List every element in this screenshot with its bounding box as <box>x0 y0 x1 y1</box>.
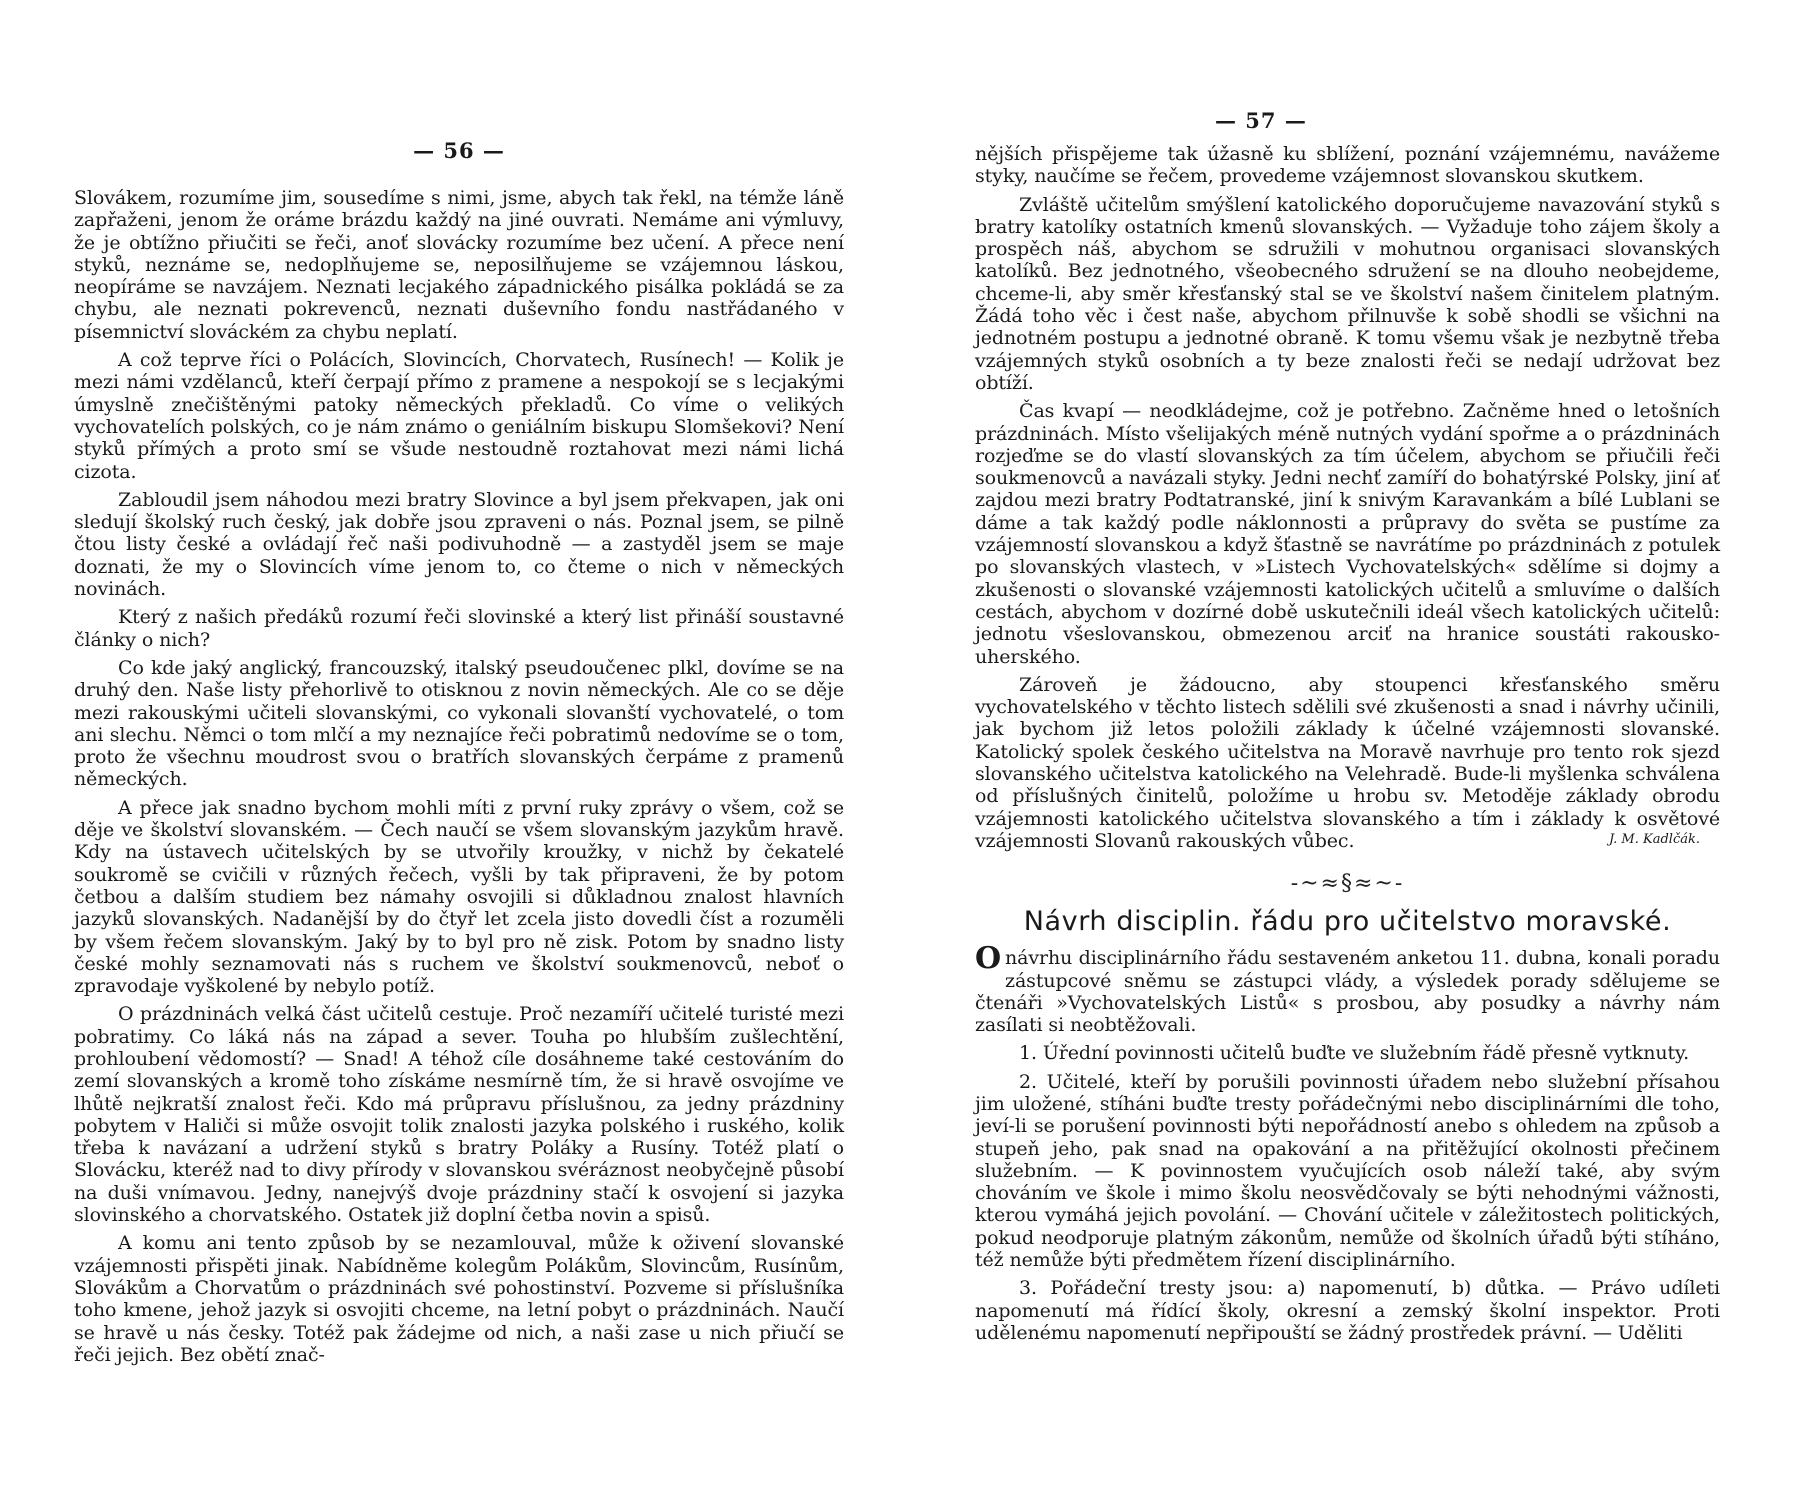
section-paragraph-text: návrhu disciplinárního řádu sestaveném anketou 11. dubna, konali poradu zástupcové sněmu se zástupci vlády, a výsledek porady sdělujeme se čtenáři »Vychovatelských Listů« s prosbou, aby posudky a návrhy nám zasílati si neobtěžovali. <box>975 947 1720 1037</box>
paragraph: Slovákem, rozumíme jim, sousedíme s nimi, jsme, abych tak řekl, na témže láně zapřaženi, jenom že oráme brázdu každý na jiné ouvrati. Nemáme ani výmluvy, že je obtížno přiučiti se řeči, anoť slovácky rozumíme bez učení. A přece není styků, neznáme se, nedoplňujeme se, neposilňujeme se vzájemnou láskou, neopíráme se navzájem. Neznati lecjakého západnického pisálka pokládá se za chybu, ale neznati pokrevenců, neznati duševního fondu nastřádaného v písemnictví slováckém za chybu neplatí. <box>74 187 844 343</box>
author-signature: J. M. Kadlčák. <box>1608 832 1700 848</box>
section-heading: Návrh disciplin. řádu pro učitelstvo moravské. <box>1023 906 1672 938</box>
page-number: — 56 — <box>413 138 505 163</box>
paragraph: Který z našich předáků rozumí řeči slovinské a který list přináší soustavné články o nich? <box>74 606 844 651</box>
dropcap: O <box>975 941 1002 977</box>
section-paragraph: 3. Pořádeční tresty jsou: a) napomenutí, b) důtka. — Právo udíleti napomenutí má řídící školy, okresní a zemský školní inspektor. Proti udělenému napomenutí nepřipouští se žádný prostředek právní. — Uděliti <box>975 1277 1720 1344</box>
right-page <box>975 108 1720 1344</box>
section-paragraph: 1. Úřední povinnosti učitelů buďte ve služebním řádě přesně vytknuty. <box>1019 1042 1690 1065</box>
left-page <box>74 138 844 1366</box>
ornament-divider: -~≈§≈~- <box>1290 871 1405 897</box>
paragraph: Zvláště učitelům smýšlení katolického doporučujeme navazování styků s bratry katolíky ostatních kmenů slovanských. — Vyžaduje toho zájem školy a prospěch náš, abychom se sdružili v mohutnou organisaci slovanských katolíků. Bez jednotného, všeobecného sdružení se na dlouho neobejdeme, chceme-li, aby směr křesťanský stal se ve školství našem činitelem platným. Žádá toho věc i čest naše, abychom přilnuvše k sobě shodli se všichni na jednotném postupu a jednotné obraně. K tomu všemu však je nezbytně třeba vzájemných styků osobních a ty beze znalosti řeči se nedají udržovat bez obtíží. <box>975 193 1720 394</box>
paragraph-continuation: nějších přispějeme tak úžasně ku sblížení, poznání vzájemnému, navážeme styky, naučíme se řečem, provedeme vzájemnost slovanskou skutkem. <box>975 143 1720 188</box>
paragraph: Zabloudil jsem náhodou mezi bratry Slovince a byl jsem překvapen, jak oni sledují školský ruch český, jak dobře jsou zpraveni o nás. Poznal jsem, se pilně čtou listy české a ovládají řeč naši podivuhodně — a zastyděl jsem se maje doznati, že my o Slovincích víme jenom to, co čteme o nich v německých novinách. <box>74 488 844 601</box>
paragraph: Zároveň je žádoucno, aby stoupenci křesťanského směru vychovatelského v těchto listech sdělili své zkušenosti a snad i návrhy učinili, jak bychom již letos položili základy k účelné vzájemnosti slovanské. Katolický spolek českého učitelstva na Moravě navrhuje pro tento rok sjezd slovanského učitelstva katolického na Velehradě. Bude-li myšlenka schválena od příslušných činitelů, položíme u hrobu sv. Metoděje základy obrodu vzájemnosti katolického učitelstva slovanského a tím i základy k osvětové vzájemnosti Slovanů rakouských vůbec. <box>975 673 1720 852</box>
paragraph: Co kde jaký anglický, francouzský, italský pseudoučenec plkl, dovíme se na druhý den. Naše listy přehorlivě to otisknou z novin německých. Ale co se děje mezi rakouskými učiteli slovanskými, co vykonali slovanští vychovatelé, o tom ani slechu. Němci o tom mlčí a my neznajíce řeči pobratimů nedovíme se o tom, proto že všechnu moudrost svou o bratřích slovanských čerpáme z pramenů německých. <box>74 656 844 791</box>
page-number: — 57 — <box>1215 108 1307 133</box>
section-paragraph <box>975 941 1720 1037</box>
paragraph: A přece jak snadno bychom mohli míti z první ruky zprávy o všem, což se děje ve školství slovanském. — Čech naučí se všem slovanským jazykům hravě. Kdy na ústavech učitelských by se utvořily kroužky, v nichž by čekatelé soukromě se cvičili v různých řečech, vyšli by tak připraveni, že by potom četbou a dalším studiem bez námahy osvojili si důkladnou znalost hlavních jazyků slovanských. Nadanější by do čtyř let zcela jisto dovedli číst a rozuměli by všem řečem slovanským. Jaký by to byl pro ně zisk. Potom by snadno listy české mohly seznamovati nás s ruchem ve školství soukmenovců, neboť o zpravodaje vyškolené by nebylo potíž. <box>74 796 844 998</box>
paragraph: Čas kvapí — neodkládejme, což je potřebno. Začněme hned o letošních prázdninách. Místo všelijakých méně nutných vydání spořme a o prázdninách rozjeďme se do vlastí slovanských za tím účelem, abychom se přiučili řeči soukmenovců a navázali styky. Jedni nechť zamíří do bohatýrské Polsky, jiní ať zajdou mezi bratry Podtatranské, jiní k snivým Karavankám a bílé Lublani se dáme a tak každý podle náklonnosti a průpravy do světa se pustíme za vzájemností slovanskou a když šťastně se navrátíme po prázdninách z potulek po slovanských vlastech, v »Listech Vychovatelských« sdělíme si dojmy a zkušenosti o slovanské vzájemnosti katolických učitelů a smluvíme o dalších cestách, abychom v dozírné době uskutečnili ideál všech katolických učitelů: jednotu všeslovanskou, obmezenou arciť na hranice soustáti rakousko-uherského. <box>975 400 1720 668</box>
paragraph: A komu ani tento způsob by se nezamlouval, může k oživení slovanské vzájemnosti přispěti jinak. Nabídněme kolegům Polákům, Slovincům, Rusínům, Slovákům a Chorvatům o prázdninách své pohostinství. Pozveme si příslušníka toho kmene, jehož jazyk si osvojiti chceme, na letní pobyt o prázdninách. Naučí se hravě u nás česky. Totéž pak žádejme od nich, a naši zase u nich přiučí se řeči jejich. Bez obětí znač- <box>74 1232 844 1366</box>
paragraph: A což teprve říci o Polácích, Slovincích, Chorvatech, Rusínech! — Kolik je mezi námi vzdělanců, kteří čerpají přímo z pramene a nespokojí se s lecjakými úmyslně znečištěnými patoky německých překladů. Co víme o velikých vychovatelích polských, co je nám známo o geniálním biskupu Slomšekovi? Není styků přímých a proto smí se všude nestoudně roztahovat mezi námi lichá cizota. <box>74 349 844 483</box>
section-paragraph: 2. Učitelé, kteří by porušili povinnosti úřadem nebo služební přísahou jim uložené, stíháni buďte tresty pořádečnými nebo disciplinárními dle toho, jeví-li se porušení povinnosti býti nepořádností anebo s ohledem na způsob a stupeň jeho, pak snad na opakování a na přitěžující okolnosti přečinem služebním. — K povinnostem vyučujících osob náleží také, aby svým chováním ve škole i mimo školu neosvědčovaly se býti nehodnými vážnosti, kterou vymáhá jejich povolání. — Chování učitele v záležitostech politických, pokud neodporuje platným zákonům, nemůže od školních úřadů býti stíháno, též nemůže býti předmětem řízení disciplinárního. <box>975 1070 1720 1272</box>
paragraph: O prázdninách velká část učitelů cestuje. Proč nezamíří učitelé turisté mezi pobratimy. Co láká nás na západ a sever. Touha po hlubším zušlechtění, prohloubení vědomostí? — Snad! A téhož cíle dosáhneme také cestováním do zemí slovanských a kromě toho získáme nesmírně tím, že si hravě osvojíme ve lhůtě nejkratší znalost řeči. Kdo má průpravu příslušnou, za jedny prázdniny pobytem v Haliči si může osvojit tolik znalosti jazyka polského i ruského, kolik třeba k navázaní a udržení styků s bratry Poláky a Rusíny. Totéž platí o Slovácku, kteréž nad to divy přírody v slovanskou svéráznost neobyčejně působí na duši vnímavou. Jedny, nanejvýš dvoje prázdniny stačí k osvojení si jazyka slovinského a chorvatského. Ostatek již doplní četba novin a spisů. <box>74 1003 844 1227</box>
